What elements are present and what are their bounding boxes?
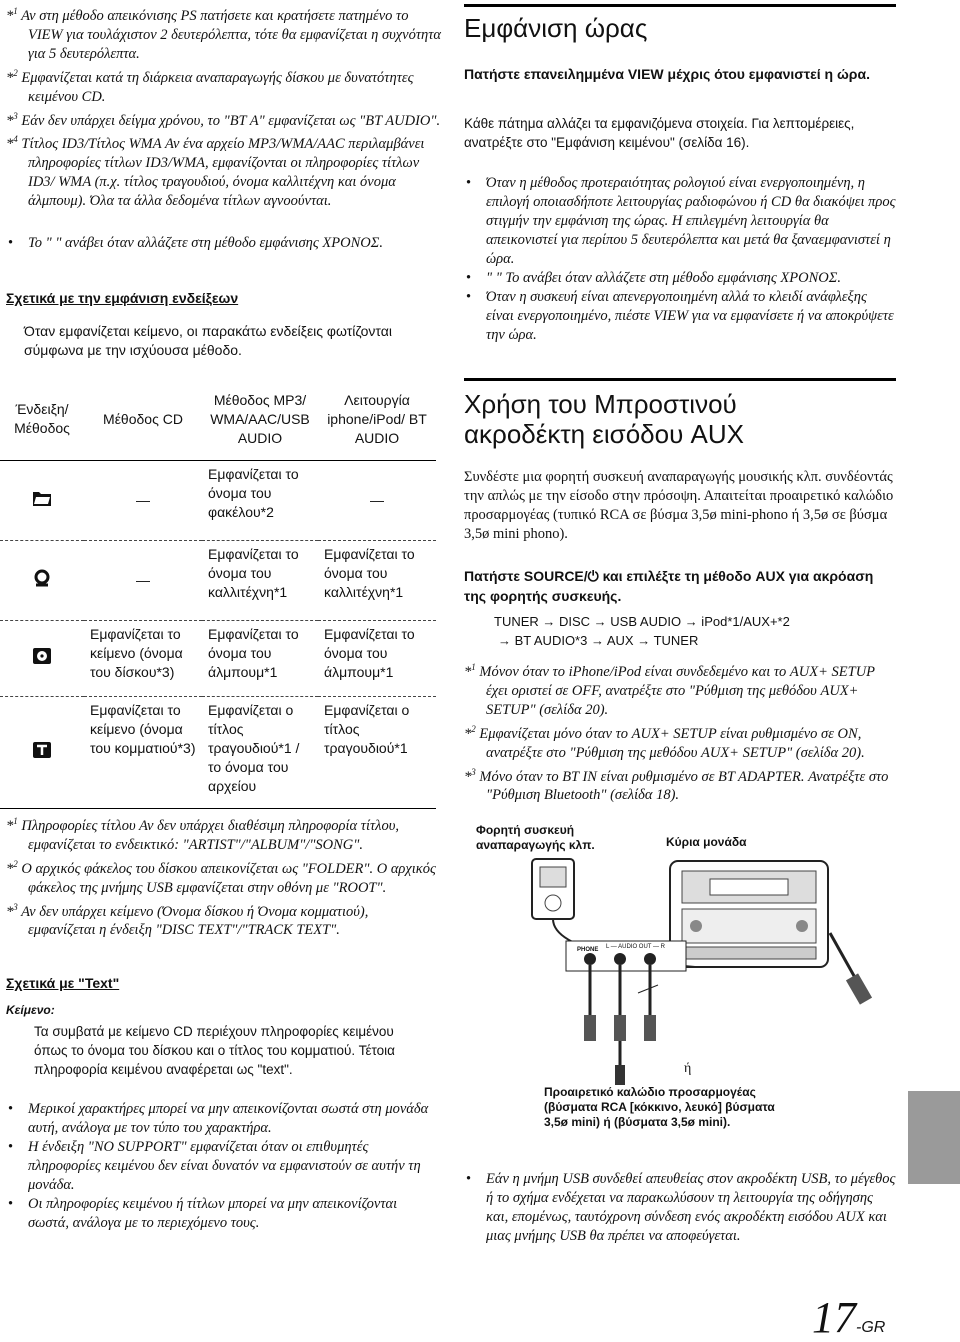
aux-footnotes — [464, 658, 896, 805]
clock-body: Κάθε πάτημα αλλάζει τα εμφανιζόμενα στοιχεία. Για λεπτομέρειες, ανατρέξτε στο "Εμφάνιση κειμένου" (σελίδα 16). — [464, 116, 855, 150]
footnote: *$^1$ Πληροφορίες τίτλου Αν δεν υπάρχει διαθέσιμη πληροφορία τίτλου, εμφανίζεται το ενδεικτικό: "ARTIST"/"ALBUM"/"SONG". — [6, 816, 399, 853]
clock-instruction: Πατήστε επανειλημμένα VIEW μέχρις ότου εμφανιστεί η ώρα. — [464, 66, 870, 82]
table-row — [0, 621, 436, 697]
aux-connection-diagram — [470, 815, 900, 1129]
page-number-suffix: -GR — [856, 1319, 886, 1336]
table-cell: Εμφανίζεται το όνομα του καλλιτέχνη*1 — [202, 541, 318, 621]
table-cell: Εμφανίζεται το κείμενο (όνομα του δίσκου*3) — [84, 621, 202, 697]
table-footnotes — [6, 812, 436, 940]
aux-flow-line: → BT AUDIO*3 → AUX → TUNER — [498, 633, 699, 648]
clock-bullet-text: Το " " ανάβει όταν αλλάζετε στη μέθοδο εμφάνισης ΧΡΟΝΟΣ. — [28, 235, 383, 251]
clock-title: Εμφάνιση ώρας — [464, 4, 896, 43]
footnote: *$^2$ Εμφανίζεται κατά τη διάρκεια αναπαραγωγής δίσκου με δυνατότητες κειμένου CD. — [6, 67, 414, 105]
section-heading-indicators: Σχετικά με την εμφάνιση ενδείξεων — [6, 290, 239, 306]
table-header: Ένδειξη/ Μέθοδος — [0, 374, 84, 461]
top-footnotes — [6, 2, 442, 211]
table-cell: — — [84, 541, 202, 621]
list-item: • " " Το ανάβει όταν αλλάζετε στη μέθοδο εμφάνισης ΧΡΟΝΟΣ. — [464, 269, 896, 288]
table-cell: — — [318, 461, 436, 541]
aux-body: Συνδέστε μια φορητή συσκευή αναπαραγωγής μουσικής κλπ. συνδέοντάς την απλώς με την είσοδο στην πρόσοψη. Απαιτείται προαιρετικό καλώδιο προσαρμογέας (τυπικό RCA σε βύσμα 3,5ø mini-phono ή 3,5ø σε βύσμα 3,5ø mini phono). — [464, 469, 894, 542]
track-indicator-icon — [0, 697, 84, 809]
table-header-row — [0, 374, 436, 461]
list-item: • Όταν η μέθοδος προτεραιότητας ρολογιού είναι ενεργοποιημένη, η επιλογή οποιασδήποτε λειτουργίας ραδιοφώνου ή CD θα διακόψει προς στιγμήν την εμφάνιση της ώρας. Η επιλεγμένη λειτουργία θα απεικονιστεί για περίπου 5 δευτερόλεπτα και μετά θα ξαναεμφανιστεί η ώρα. — [464, 174, 896, 269]
label-audio-out: L — AUDIO OUT — R — [606, 944, 666, 950]
footnote: *$^1$ Αν στη μέθοδο απεικόνισης PS πατήσετε και κρατήσετε πατημένο το VIEW για τουλάχιστον 2 δευτερόλεπτα, τότε θα εμφανίζεται η συχνότητα για 5 δευτερόλεπτα. — [6, 6, 442, 62]
text-body: Τα συμβατά με κείμενο CD περιέχουν πληροφορίες κειμένου όπως το όνομα του δίσκου και ο τίτλος του κομματιού. Τέτοια πληροφορία κειμένου αναφέρεται ως "text". — [34, 1024, 395, 1077]
section-heading-text: Σχετικά με "Text" — [6, 975, 120, 991]
table-row — [0, 697, 436, 809]
table-cell: Εμφανίζεται το όνομα του άλμπουμ*1 — [318, 621, 436, 697]
table-cell: Εμφανίζεται το όνομα του άλμπουμ*1 — [202, 621, 318, 697]
text-bullets — [6, 1100, 436, 1233]
aux-flow — [494, 612, 894, 650]
cable-caption: Προαιρετικό καλώδιο προσαρμογέας (βύσματα RCA [κόκκινο, λευκό] βύσματα 3,5ø mini) ή (βύσματα 3,5ø mini). — [544, 1085, 775, 1129]
footnote: *$^3$ Εάν δεν υπάρχει δείγμα χρόνου, το "BT A" εμφανίζεται ως "BT AUDIO". — [6, 110, 441, 129]
footnote: *$^3$ Μόνο όταν το BT IN είναι ρυθμισμένο σε BT ADAPTER. Ανατρέξτε στο "Ρύθμιση Bluetooth" (σελίδα 18). — [464, 766, 889, 804]
aux-flow-line: TUNER → DISC → USB AUDIO → iPod*1/AUX+*2 — [494, 614, 790, 629]
clock-bullets — [464, 174, 896, 345]
page-tab-marker — [908, 1091, 960, 1184]
footnote: *$^3$ Αν δεν υπάρχει κείμενο (Όνομα δίσκου ή Όνομα κομματιού), εμφανίζεται η ένδειξη "DISC TEXT"/"TRACK TEXT". — [6, 901, 369, 939]
table-header: Μέθοδος MP3/ WMA/AAC/USB AUDIO — [202, 374, 318, 461]
list-item: • Μερικοί χαρακτήρες μπορεί να μην απεικονίζονται σωστά στη μονάδα αυτή, ανάλογα με τον τύπο του χαρακτήρα. — [6, 1100, 436, 1138]
folder-indicator-icon — [0, 461, 84, 541]
text-label: Κείμενο: — [6, 1003, 55, 1017]
label-main-unit: Κύρια μονάδα — [666, 835, 747, 849]
indicator-table — [0, 374, 436, 809]
label-or: ή — [684, 1061, 692, 1076]
table-cell: Εμφανίζεται το όνομα του καλλιτέχνη*1 — [318, 541, 436, 621]
page-number — [812, 1293, 886, 1342]
table-header: Λειτουργία iphone/iPod/ BT AUDIO — [318, 374, 436, 461]
artist-indicator-icon — [0, 541, 84, 621]
footnote: *$^1$ Μόνον όταν το iPhone/iPod είναι συνδεδεμένο και το AUX+ SETUP έχει οριστεί σε OFF, ανατρέξτε στο "Ρύθμιση της μεθόδου AUX+ SETUP" (σελίδα 20). — [464, 662, 875, 718]
table-cell: Εμφανίζεται ο τίτλος τραγουδιού*1 — [318, 697, 436, 809]
aux-title-line: ακροδέκτη εισόδου AUX — [464, 419, 745, 449]
table-cell: — — [84, 461, 202, 541]
list-item: • Όταν η συσκευή είναι απενεργοποιημένη αλλά το κλειδί ανάφλεξης είναι ενεργοποιημένο, πιέστε VIEW για να εμφανίσετε ή να αποκρύψετε την ώρα. — [464, 288, 896, 345]
table-cell: Εμφανίζεται το όνομα του φακέλου*2 — [202, 461, 318, 541]
list-item: • Η ένδειξη "NO SUPPORT" εμφανίζεται όταν οι επιθυμητές πληροφορίες κειμένου δεν είναι δυνατόν να εμφανιστούν σε αυτήν τη μονάδα. — [6, 1138, 436, 1195]
footnote: *$^4$ Τίτλος ID3/Τίτλος WMA Αν ένα αρχείο MP3/WMA/AAC περιλαμβάνει πληροφορίες τίτλων ID3/WMA, εμφανίζονται οι πληροφορίες τίτλων ID3/ WMA (π.χ. τίτλος τραγουδιού, όνομα καλλιτέχνη και όνομα άλμπουμ). Όλα τα άλλα δεδομένα τίτλων αγνοούνται. — [6, 134, 425, 210]
list-item: • Οι πληροφορίες κειμένου ή τίτλων μπορεί να μην απεικονίζονται σωστά, ανάλογα με το περιεχόμενο τους. — [6, 1195, 436, 1233]
disc-indicator-icon — [0, 621, 84, 697]
clock-bullet — [6, 234, 426, 253]
table-row — [0, 541, 436, 621]
aux-title — [464, 378, 896, 449]
list-item: • Εάν η μνήμη USB συνδεθεί απευθείας στον ακροδέκτη USB, το μέγεθος ή το σχήμα ενδέχεται να παρακωλύσουν τη λειτουργία της οδήγησης και, επομένως, ταυτόχρονη σύνδεση ενός ακροδέκτη εισόδου AUX και μιας μνήμης USB θα πρέπει να αποφεύγεται. — [464, 1170, 896, 1246]
aux-title-line: Χρήση του Μπροστινού — [464, 389, 737, 419]
footnote: *$^2$ Εμφανίζεται μόνο όταν το AUX+ SETUP είναι ρυθμισμένο σε ON, ανατρέξτε στο "Ρύθμιση της μεθόδου AUX+ SETUP" (σελίδα 20). — [464, 723, 865, 761]
aux-instruction: Πατήστε SOURCE/⏻ και επιλέξτε τη μέθοδο AUX για ακρόαση της φορητής συσκευής. — [464, 568, 874, 604]
table-cell: Εμφανίζεται το κείμενο (όνομα του κομματιού*3) — [84, 697, 202, 809]
label-phone-jack: PHONE — [577, 947, 599, 953]
usb-note — [464, 1170, 896, 1246]
footnote: *$^2$ Ο αρχικός φάκελος του δίσκου απεικονίζεται ως "FOLDER". Ο αρχικός φάκελος της μνήμης USB εμφανίζεται στην οθόνη με "ROOT". — [6, 858, 436, 896]
table-row — [0, 461, 436, 541]
page-number-value: 17 — [812, 1293, 856, 1342]
table-cell: Εμφανίζεται ο τίτλος τραγουδιού*1 / το όνομα του αρχείου — [202, 697, 318, 809]
indicators-body: Όταν εμφανίζεται κείμενο, οι παρακάτω ενδείξεις φωτίζονται σύμφωνα με την ισχύουσα μέθοδο. — [24, 323, 392, 358]
label-portable-player: Φορητή συσκευή αναπαραγωγής κλπ. — [476, 823, 595, 852]
table-header: Μέθοδος CD — [84, 374, 202, 461]
